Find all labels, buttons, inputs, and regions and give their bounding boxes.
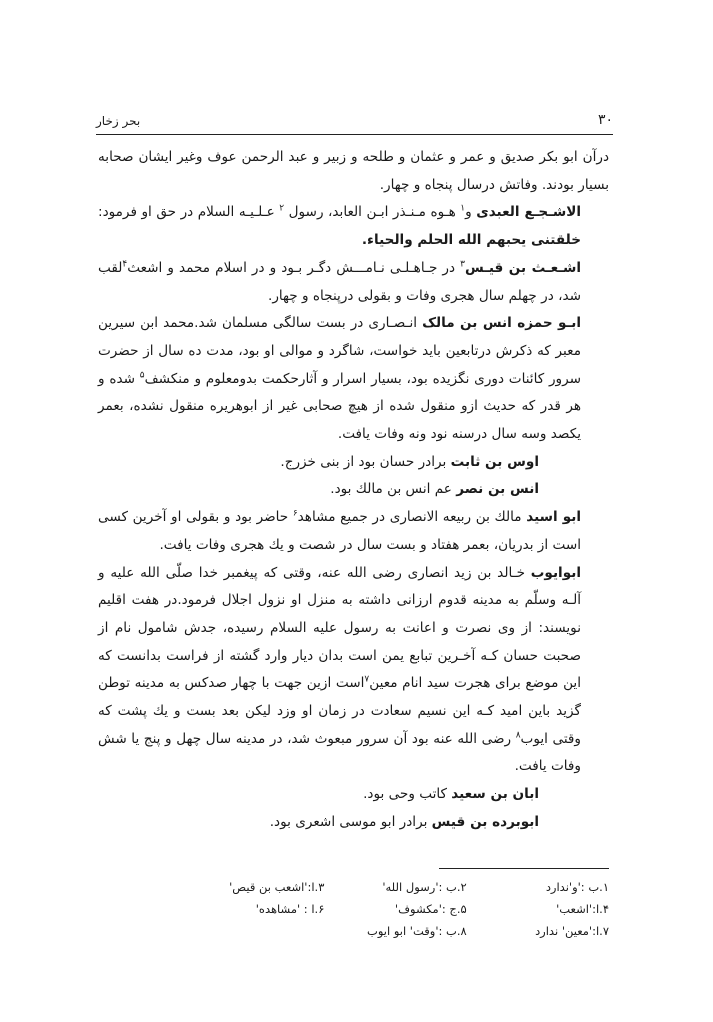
footnote: ۸.ب :'وقت' ابو ایوب <box>367 924 467 938</box>
footnote-row <box>182 876 609 898</box>
entry-name: ابـو حمزه انس بن مالک <box>422 315 581 332</box>
entry-name: ابو اسید <box>526 509 581 526</box>
footnote: ۳.ا:'اشعب بن قیص' <box>229 880 325 894</box>
paragraph-10: ابوبرده بن قیس برادر ابو موسی اشعری بود. <box>269 813 539 830</box>
paragraph-9: ابان بن سعید کاتب وحی بود. <box>363 786 539 803</box>
paragraph-8: ابوایوب خـالد بن زید انصاری رضی الله عنه، وقتی که پیغمبر خدا صلّی الله علیه و آلـه وسلّم به مدینه قدوم ارزانی داشته به منزل او نزول اجلال فرمود.در هفت اقلیم نویسند: از وی نصرت و اعانت به رسول علیه السلام رسیده، جدش شامول نام از صحبت حسان کـه آخـرین تبابع یمن است بدان دیار وارد گشته از فراست بدانست که این موضع برای هجرت سید انام معین$^۷$است ازین جهت با چهار صدکس به مدینه توطن گزید باین امید کـه این نسیم سعادت در زمان او وزد لیکن بعد بست و یك پشت که وقتی ایوب$^۸$ رضی الله عنه بود آن سرور مبعوث شد، در مدینه سال چهل و پنج یا شش وفات یافت. <box>98 564 581 775</box>
footnote: ۴.ا:'اشعب' <box>556 902 609 916</box>
paragraph-6: انس بن نصر عم انس بن مالك بود. <box>330 481 539 498</box>
footnote: ۱.ب :'و'ندارد <box>545 880 609 894</box>
paragraph-7: ابو اسید مالك بن ربیعه الانصاری در جمیع مشاهد$^۶$ حاضر بود و بقولی او آخرین کسی است از بدریان، بعمر هفتاد و بست سال در شصت و یك هجری وفات یافت. <box>98 508 581 553</box>
paragraph-5: اوس بن ثابت برادر حسان بود از بنی خزرج. <box>280 453 539 470</box>
entry-name: اوس بن ثابت <box>450 453 539 470</box>
footnote-ref: ۴ <box>122 259 128 270</box>
paragraph-1: درآن ابو بکر صدیق و عمر و عثمان و طلحه و زبیر و عبد الرحمن عوف وغیر ایشان صحابه بسیار بودند. وفاتش درسال پنجاه و چهار. <box>98 149 609 193</box>
quote: خلقتنی یحبهم الله الحلم والحیاء. <box>361 232 581 249</box>
running-title: بحر زخار <box>96 114 141 128</box>
entry-name: ابان بن سعید <box>451 786 539 803</box>
footnote-rule <box>439 868 609 869</box>
entry-name: اشـعـث بن قیـس <box>464 259 582 276</box>
footnote-ref: ۸ <box>515 730 521 741</box>
entry-name: انس بن نصر <box>456 481 539 498</box>
footnote-row <box>182 920 609 942</box>
entry-name: ابوبرده بن قیس <box>431 813 539 830</box>
footnote: ۷.ا:'معین' ندارد <box>535 924 609 938</box>
footnote-row <box>182 898 609 920</box>
footnote-ref: ۳ <box>460 259 465 270</box>
footnote: ۶.ا : 'مشاهده' <box>255 902 325 916</box>
footnote-ref: ۲ <box>279 203 285 214</box>
footnote-ref: ۷ <box>364 674 370 685</box>
footnotes <box>182 876 609 942</box>
entry-name: ابوایوب <box>530 564 581 581</box>
paragraph-4: ابـو حمزه انس بن مالک انـصـاری در بست سالگی مسلمان شد.محمد ابن سیرین معبر که ذکرش درتابعین باید خواست، شاگرد و موالی او بود، مدت ده سال از حضرت سرور کائنات دوری نگزیده بود، بسیار اسرار و آثارحکمت بدومعلوم و منکشف$^۵$ شده و هر قدر که حدیث ازو منقول شده از هیچ صحابی غیر از ابوهریره منقول نشده، بعمر یکصد وسه سال درسنه نود ونه وفات یافت. <box>98 315 581 443</box>
page-header <box>96 112 613 134</box>
footnote-ref: ۱ <box>460 203 466 214</box>
entry-name: الاشـجـع العبدی <box>476 204 581 221</box>
paragraph-2: الاشـجـع العبدی و$^۱$ هـوه مـنـذر ابـن العابد، رسول $^۲$ عـلـیـه السلام در حق او فرمود: خلقتنی یحبهم الله الحلم والحیاء. <box>98 203 581 249</box>
footnote <box>182 920 324 942</box>
footnote: ۲.ب :'رسول الله' <box>382 880 467 894</box>
footnote-ref: ۵ <box>139 370 145 381</box>
main-text <box>98 144 609 837</box>
paragraph-3: اشـعـث بن قیـس$^۳$ در جـاهـلـی نـامـــش دگـر بـود و در اسلام محمد و اشعث$^۴$لقب شد، در چهلم سال هجری وفات و بقولی درپنجاه و چهار. <box>98 259 582 304</box>
footnote: ۵.ج :'مکشوف' <box>394 902 467 916</box>
page-number: ۳۰ <box>597 112 613 128</box>
footnote-ref: ۶ <box>292 508 298 519</box>
header-rule <box>96 134 613 135</box>
